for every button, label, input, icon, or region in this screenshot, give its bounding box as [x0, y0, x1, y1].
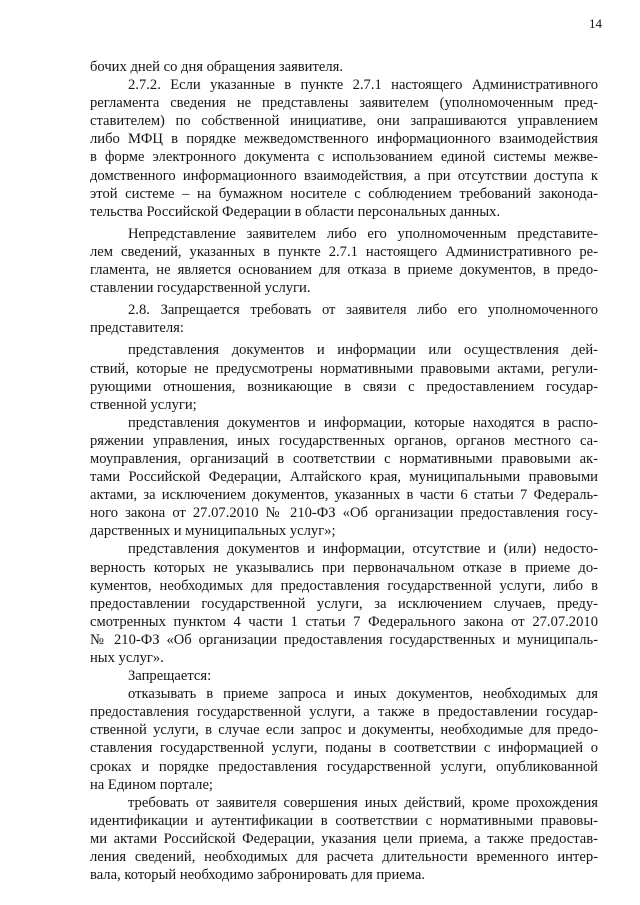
document-body	[90, 58, 598, 884]
text-line: в форме электронного документа с использованием единой системы межве-	[90, 149, 598, 166]
paragraph	[90, 58, 598, 76]
text-line: Непредставление заявителем либо его уполномоченным представите-	[128, 225, 598, 242]
text-line: смотренных пунктом 4 части 1 статьи 7 Федерального закона от 27.07.2010	[90, 613, 598, 630]
paragraph	[90, 301, 598, 337]
text-line: ствий, которые не предусмотрены нормативными правовыми актами, регули-	[90, 360, 598, 377]
text-line: домственного информационного взаимодействия, а при отсутствии доступа к	[90, 167, 598, 184]
paragraph	[90, 414, 598, 541]
text-line: вала, который необходимо забронировать для приема.	[90, 867, 426, 884]
text-line: сроках и порядке предоставления государственной услуги, опубликованной	[90, 758, 598, 775]
text-line: бочих дней со дня обращения заявителя.	[90, 59, 343, 75]
text-line: на Едином портале;	[90, 776, 213, 793]
text-line: ственной услуги, в случае если запрос и документы, необходимые для предо-	[90, 722, 598, 739]
text-line: Запрещается:	[128, 668, 212, 685]
text-line: ми актами Российской Федерации, указания цели приема, а также предостав-	[90, 830, 598, 847]
text-line: ставлении государственной услуги.	[90, 280, 311, 297]
text-line: актами, за исключением документов, указанных в части 6 статьи 7 Федераль-	[90, 487, 598, 504]
text-line: либо МФЦ в порядке межведомственного информационного взаимодействия	[90, 131, 598, 148]
text-line: ряжении управления, иных государственных органов, органов местного са-	[90, 432, 598, 449]
text-line: представления документов и информации, отсутствие и (или) недосто-	[128, 541, 598, 558]
text-line: представителя:	[90, 320, 184, 337]
text-line: тельства Российской Федерации в области персональных данных.	[90, 203, 501, 220]
text-line: регламента сведения не представлены заявителем (уполномоченным пред-	[90, 95, 598, 112]
text-line: отказывать в приеме запроса и иных документов, необходимых для	[128, 686, 598, 703]
text-line: ставителем) по собственной инициативе, они запрашиваются управлением	[90, 113, 598, 130]
text-line: ставления государственной услуги, поданы в соответствии с информацией о	[90, 740, 598, 757]
text-line: верность которых не указывались при первоначальном отказе в приеме до-	[90, 559, 598, 576]
text-line: гламента, не является основанием для отказа в приеме документов, в предо-	[90, 262, 598, 279]
paragraph	[90, 341, 598, 413]
text-line: идентификации и аутентификации в соответствии с нормативными правовы-	[90, 812, 598, 829]
text-line: рующими отношения, возникающие в связи с предоставлением государ-	[90, 378, 598, 395]
paragraph	[90, 225, 598, 297]
page-number: 14	[589, 16, 602, 31]
text-line: представления документов и информации, которые находятся в распо-	[128, 414, 598, 431]
text-line: ления сведений, необходимых для расчета длительности временного интер-	[90, 849, 598, 866]
text-line: ственной услуги;	[90, 396, 197, 413]
text-line: предоставлении государственной услуги, за исключением случаев, преду-	[90, 595, 598, 612]
paragraph	[90, 685, 598, 794]
text-line: моуправления, организаций в соответствии с нормативными правовыми ак-	[90, 450, 598, 467]
text-line: 2.7.2. Если указанные в пункте 2.7.1 настоящего Административного	[128, 77, 598, 94]
text-line: ных услуг».	[90, 650, 164, 666]
text-line: представления документов и информации или осуществления дей-	[128, 342, 598, 359]
text-line: тами Российской Федерации, Алтайского края, муниципальными правовыми	[90, 469, 598, 486]
text-line: этой системе – на бумажном носителе с соблюдением требований законода-	[90, 185, 598, 202]
text-line: 2.8. Запрещается требовать от заявителя либо его уполномоченного	[128, 302, 598, 319]
paragraph	[90, 76, 598, 221]
text-line: ного закона от 27.07.2010 № 210-ФЗ «Об организации предоставления госу-	[90, 505, 598, 522]
paragraph	[90, 540, 598, 667]
paragraph	[90, 794, 598, 884]
text-line: требовать от заявителя совершения иных действий, кроме прохождения	[128, 794, 598, 811]
paragraph	[90, 667, 598, 685]
text-line: № 210-ФЗ «Об организации предоставления государственных и муниципаль-	[90, 631, 598, 648]
text-line: лем сведений, указанных в пункте 2.7.1 настоящего Административного ре-	[90, 243, 598, 260]
text-line: предоставления государственной услуги, а также в предоставлении государ-	[90, 704, 598, 721]
text-line: кументов, необходимых для предоставления государственной услуги, либо в	[90, 577, 598, 594]
text-line: дарственных и муниципальных услуг»;	[90, 523, 336, 540]
